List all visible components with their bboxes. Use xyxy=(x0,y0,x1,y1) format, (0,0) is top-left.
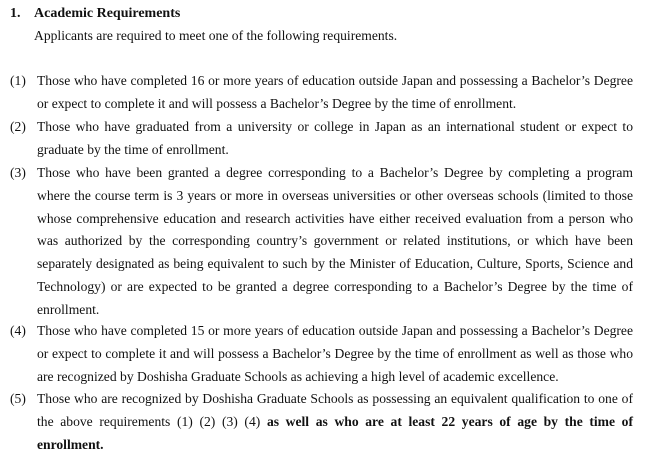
requirement-text: Those who have completed 15 or more years of education outside Japan and possessing a Bachelor’s Degree or expect to complete it and will possess a Bachelor’s Degree by the time of enrollment as well as those who are recognized by Doshisha Graduate Schools as achieving a high level of academic excellence. xyxy=(37,323,633,384)
section-intro: Applicants are required to meet one of the following requirements. xyxy=(34,28,398,43)
requirement-marker: (1) xyxy=(10,73,26,88)
section-title: Academic Requirements xyxy=(34,6,181,21)
section-number: 1. xyxy=(10,6,21,21)
requirement-text-container xyxy=(37,388,633,456)
requirement-marker: (2) xyxy=(10,119,26,134)
requirement-marker: (5) xyxy=(10,391,26,406)
requirement-text: Those who are recognized by Doshisha Graduate Schools as possessing an equivalent qualification to one of the above requirements (1) (2) (3) (4) xyxy=(37,391,633,429)
requirement-marker: (3) xyxy=(10,165,26,180)
requirement-text: Those who have completed 16 or more years of education outside Japan and possessing a Bachelor’s Degree or expect to complete it and will possess a Bachelor’s Degree by the time of enrollment. xyxy=(37,73,633,111)
requirement-text-bold: as well as who are at least 22 years of age by the time of enrollment. xyxy=(37,413,634,452)
section-heading xyxy=(10,5,180,23)
requirement-marker: (4) xyxy=(10,323,26,338)
requirement-text: Those who have been granted a degree corresponding to a Bachelor’s Degree by completing a program where the course term is 3 years or more in overseas universities or other overseas schools (limited to those whose comprehensive education and research activities have either received evaluation from a person who was authorized by the corresponding country’s government or related institutions, or which have been separately designated as being equivalent to such by the Minister of Education, Culture, Sports, Science and Technology) or are expected to be granted a degree corresponding to a Bachelor’s Degree by the time of enrollment. xyxy=(37,165,633,317)
requirement-text: Those who have graduated from a university or college in Japan as an international student or expect to graduate by the time of enrollment. xyxy=(37,119,633,157)
